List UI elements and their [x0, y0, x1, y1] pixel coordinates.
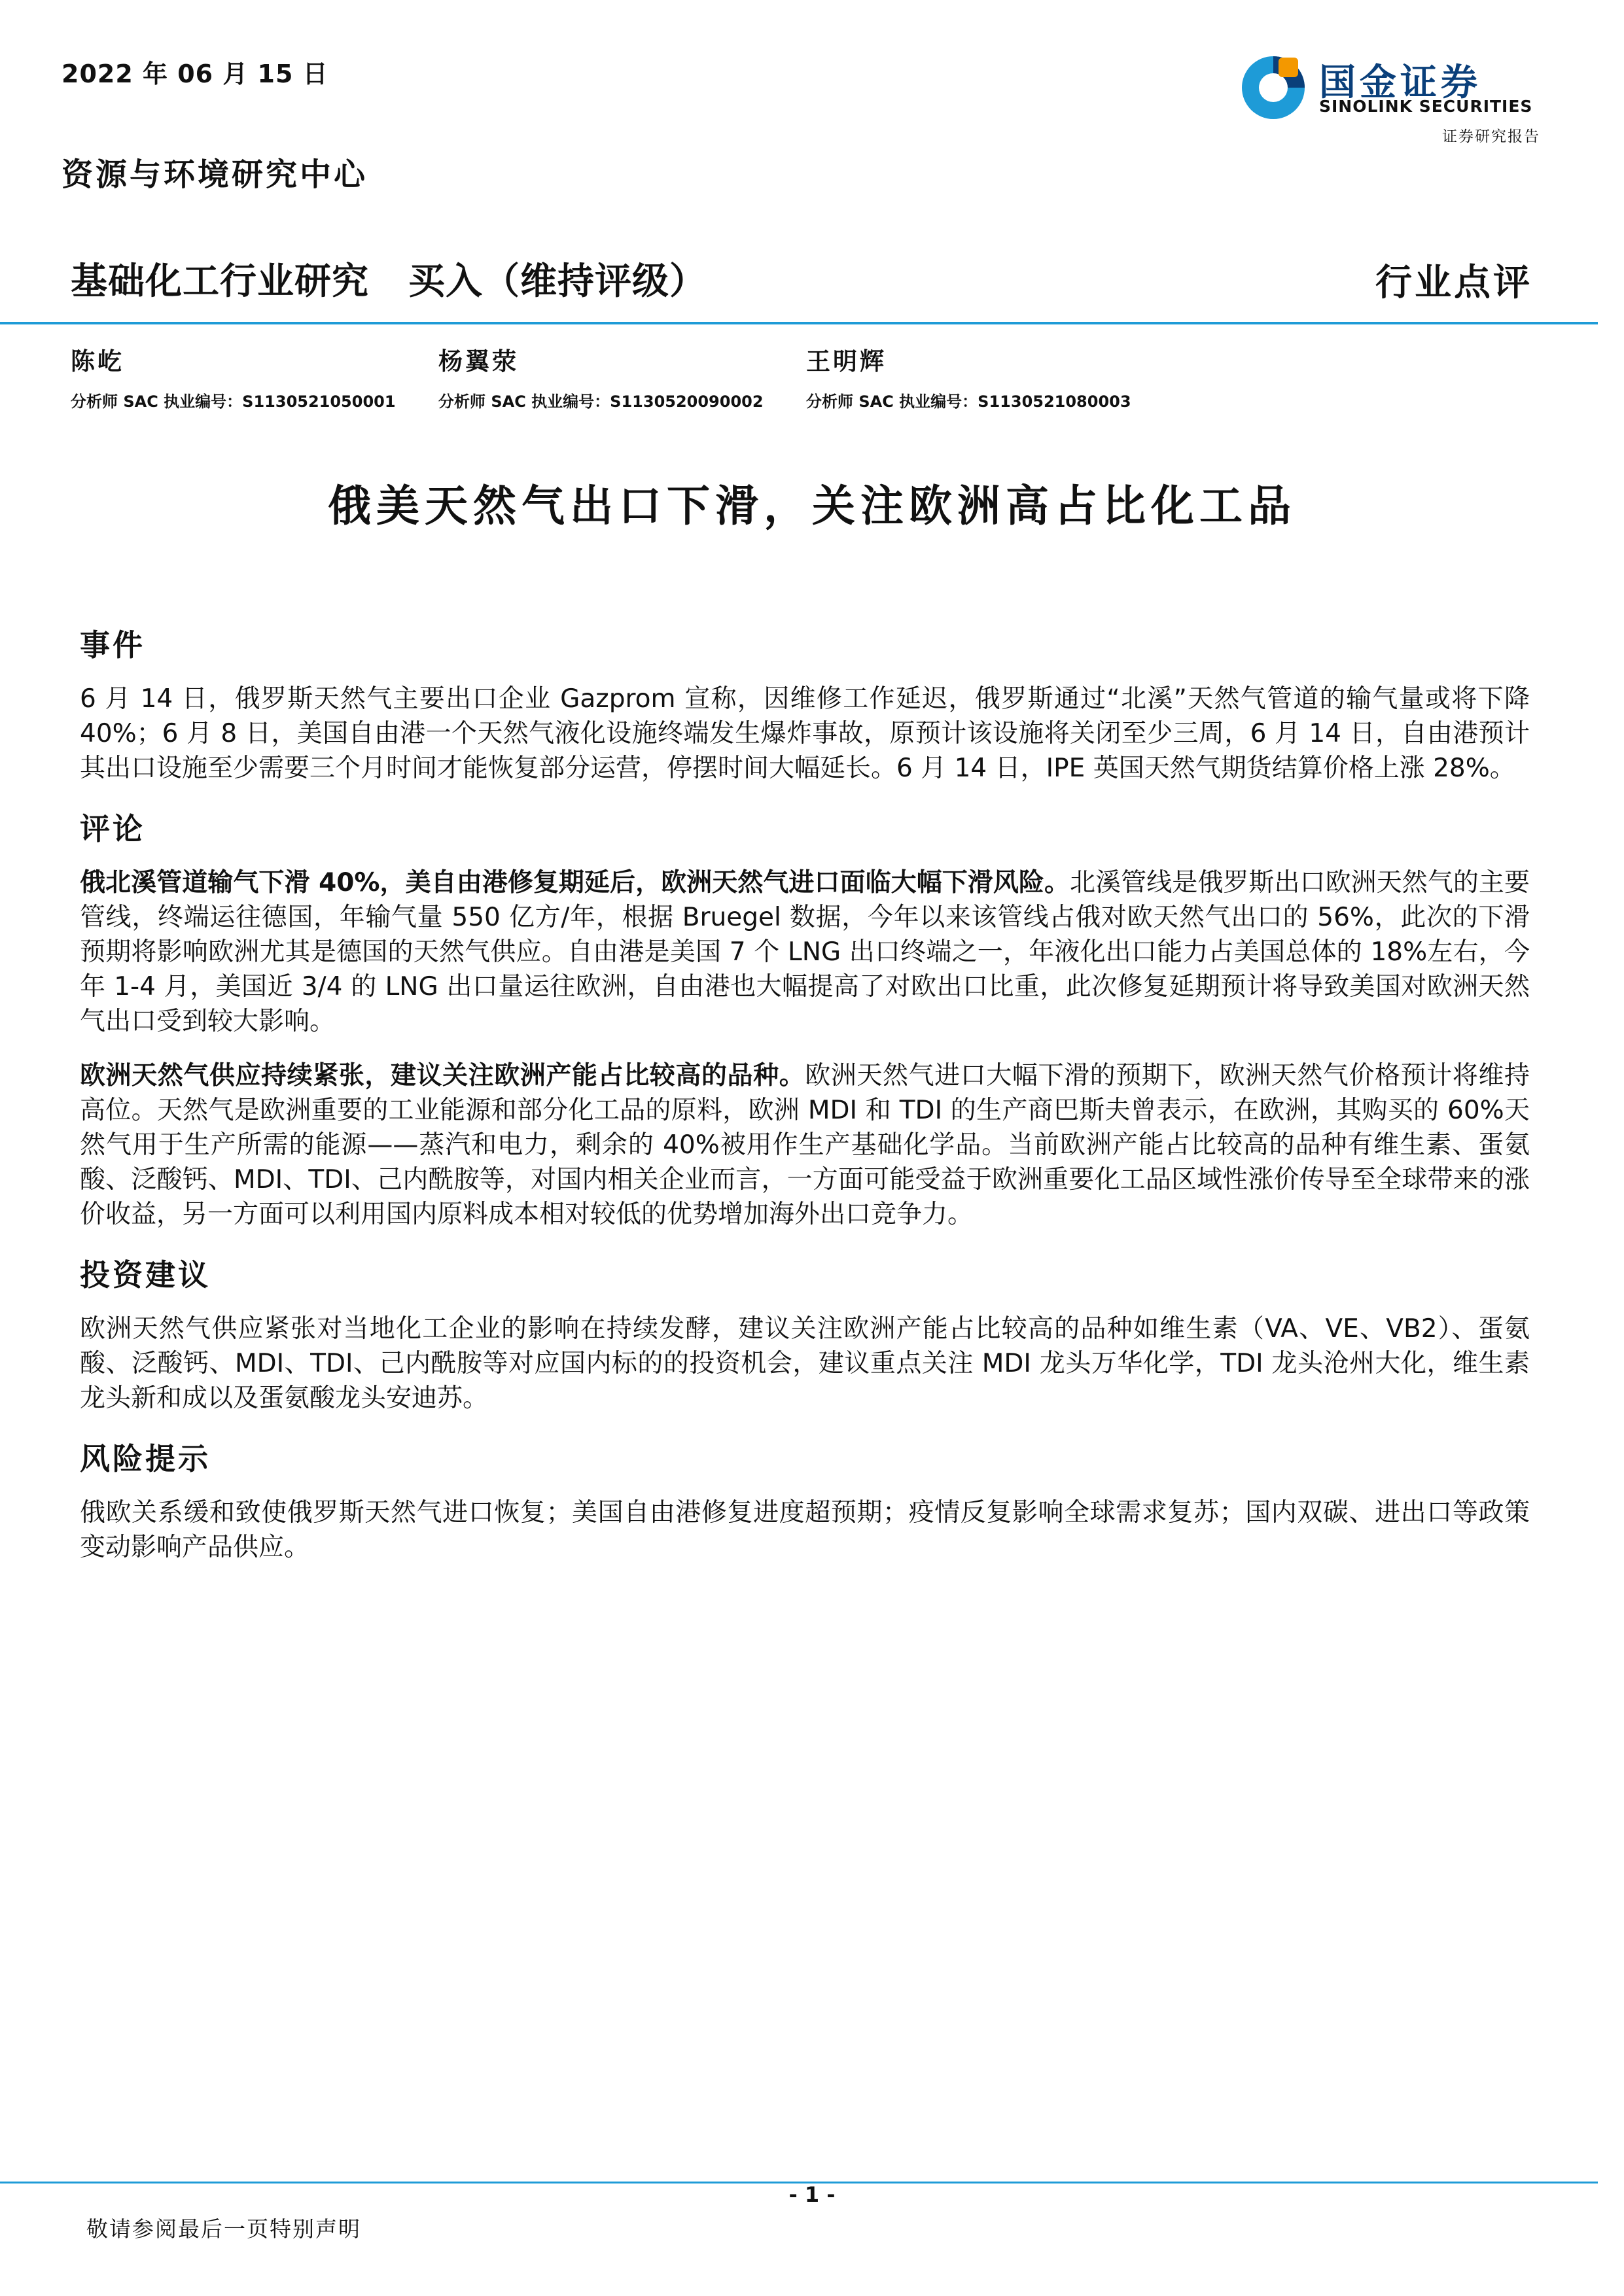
section-heading-investment: 投资建议 [80, 1257, 211, 1293]
report-type-label: 证券研究报告 [1442, 128, 1540, 145]
rating: 买入（维持评级） [408, 260, 707, 303]
analyst-name: 杨翼荥 [438, 347, 519, 375]
report-title: 俄美天然气出口下滑，关注欧洲高占比化工品 [328, 480, 1296, 531]
industry-line [71, 252, 707, 305]
logo-english-name: SINOLINK SECURITIES [1319, 97, 1533, 116]
logo-chinese-name: 国金证券 [1319, 61, 1481, 104]
section-heading-risk: 风险提示 [80, 1441, 211, 1476]
analyst-sac-number: 分析师 SAC 执业编号：S1130521050001 [71, 392, 396, 411]
disclaimer-note: 敬请参阅最后一页特别声明 [86, 2216, 361, 2242]
section-heading-event: 事件 [80, 627, 145, 663]
analyst-2 [438, 341, 764, 411]
sinolink-logo-icon [1239, 54, 1307, 122]
report-date: 2022 年 06 月 15 日 [62, 60, 328, 88]
report-category: 行业点评 [1375, 261, 1532, 304]
comment-2-text: 欧洲天然气进口大幅下滑的预期下，欧洲天然气价格预计将维持高位。天然气是欧洲重要的工业能源和部分化工品的原料，欧洲 MDI 和 TDI 的生产商巴斯夫曾表示，在欧洲，其购买的 60%天然气用于生产所需的能源——蒸汽和电力，剩余的 40%被用作生产基础化学品。当前欧洲产能占比较高的品种有维生素、蛋氨酸、泛酸钙、MDI、TDI、己内酰胺等，对国内相关企业而言，一方面可能受益于欧洲重要化工品区域性涨价传导至全球带来的涨价收益，另一方面可以利用国内原料成本相对较低的优势增加海外出口竞争力。 [80, 1061, 1530, 1229]
analyst-name: 王明辉 [806, 347, 887, 375]
analyst-1 [71, 341, 396, 411]
company-logo [1237, 52, 1543, 124]
industry-name: 基础化工行业研究 [71, 260, 369, 303]
page-number: - 1 - [788, 2182, 836, 2207]
research-center: 资源与环境研究中心 [62, 156, 368, 193]
comment-1-lead: 俄北溪管道输气下滑 40%，美自由港修复期延后，欧洲天然气进口面临大幅下滑风险。 [80, 868, 1070, 897]
header-divider [0, 322, 1598, 324]
analyst-sac-number: 分析师 SAC 执业编号：S1130520090002 [438, 392, 764, 411]
investment-paragraph: 欧洲天然气供应紧张对当地化工企业的影响在持续发酵，建议关注欧洲产能占比较高的品种如维生素（VA、VE、VB2）、蛋氨酸、泛酸钙、MDI、TDI、己内酰胺等对应国内标的的投资机会，建议重点关注 MDI 龙头万华化学，TDI 龙头沧州大化，维生素龙头新和成以及蛋氨酸龙头安迪苏。 [80, 1314, 1530, 1413]
analyst-3 [806, 341, 1131, 411]
comment-1-text: 北溪管线是俄罗斯出口欧洲天然气的主要管线，终端运往德国，年输气量 550 亿方/年，根据 Bruegel 数据，今年以来该管线占俄对欧天然气出口的 56%，此次的下滑预期将影响欧洲尤其是德国的天然气供应。自由港是美国 7 个 LNG 出口终端之一，年液化出口能力占美国总体的 18%左右，今年 1-4 月，美国近 3/4 的 LNG 出口量运往欧洲，自由港也大幅提高了对欧出口比重，此次修复延期预计将导致美国对欧洲天然气出口受到较大影响。 [80, 868, 1530, 1036]
report-body [80, 621, 1530, 1584]
analyst-sac-number: 分析师 SAC 执业编号：S1130521080003 [806, 392, 1131, 411]
event-paragraph: 6 月 14 日，俄罗斯天然气主要出口企业 Gazprom 宣称，因维修工作延迟，俄罗斯通过“北溪”天然气管道的输气量或将下降 40%；6 月 8 日，美国自由港一个天然气液化设施终端发生爆炸事故，原预计该设施将关闭至少三周，6 月 14 日，自由港预计其出口设施至少需要三个月时间才能恢复部分运营，停摆时间大幅延长。6 月 14 日，IPE 英国天然气期货结算价格上涨 28%。 [80, 684, 1530, 783]
analyst-name: 陈屹 [71, 347, 124, 375]
comment-paragraph-1 [80, 865, 1530, 1039]
section-heading-comment: 评论 [80, 811, 145, 846]
comment-2-lead: 欧洲天然气供应持续紧张，建议关注欧洲产能占比较高的品种。 [80, 1061, 805, 1090]
risk-paragraph: 俄欧关系缓和致使俄罗斯天然气进口恢复；美国自由港修复进度超预期；疫情反复影响全球需求复苏；国内双碳、进出口等政策变动影响产品供应。 [80, 1498, 1530, 1562]
comment-paragraph-2 [80, 1058, 1530, 1232]
